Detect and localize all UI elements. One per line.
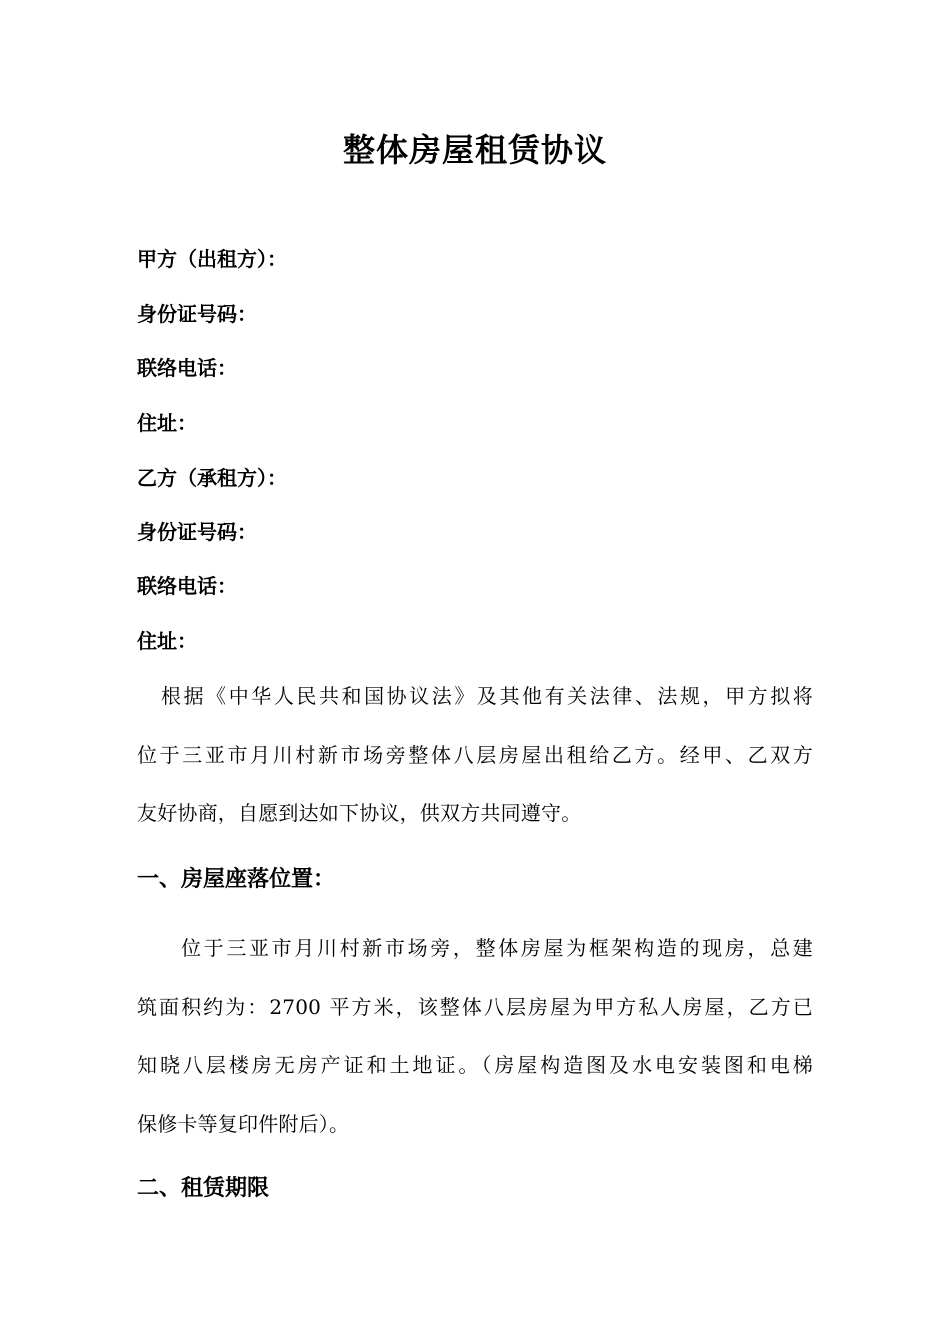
party-a-address-label: 住址： [137,411,197,435]
section-2-heading: 二、租赁期限 [137,1175,270,1201]
party-b-address-label: 住址： [137,629,197,653]
party-b-id-label: 身份证号码： [137,520,257,544]
document-title: 整体房屋租赁协议 [342,131,607,169]
section-1-line: 保修卡等复印件附后）。 [137,1111,350,1136]
party-a-label: 甲方（出租方）： [137,247,287,271]
intro-paragraph [137,667,813,843]
intro-line: 根据《中华人民共和国协议法》及其他有关法律、法规，甲方拟将 [161,684,813,708]
intro-line: 位于三亚市月川村新市场旁整体八层房屋出租给乙方。经甲、乙双方 [137,742,813,767]
section-1-line: 位于三亚市月川村新市场旁，整体房屋为框架构造的现房，总建 [181,936,813,960]
section-1-line: 筑面积约为：2700 平方米，该整体八层房屋为甲方私人房屋，乙方已 [137,994,813,1019]
section-1-paragraph [137,919,813,1153]
party-b-label: 乙方（承租方）： [137,466,287,490]
intro-line: 友好协商，自愿到达如下协议，供双方共同遵守。 [137,801,582,825]
party-a-id-label: 身份证号码： [137,302,257,326]
section-1-line: 知晓八层楼房无房产证和土地证。（房屋构造图及水电安装图和电梯 [137,1053,813,1077]
party-a-phone-label: 联络电话： [137,356,237,380]
party-b-phone-label: 联络电话： [137,574,237,598]
section-1-heading: 一、房屋座落位置： [137,866,336,892]
